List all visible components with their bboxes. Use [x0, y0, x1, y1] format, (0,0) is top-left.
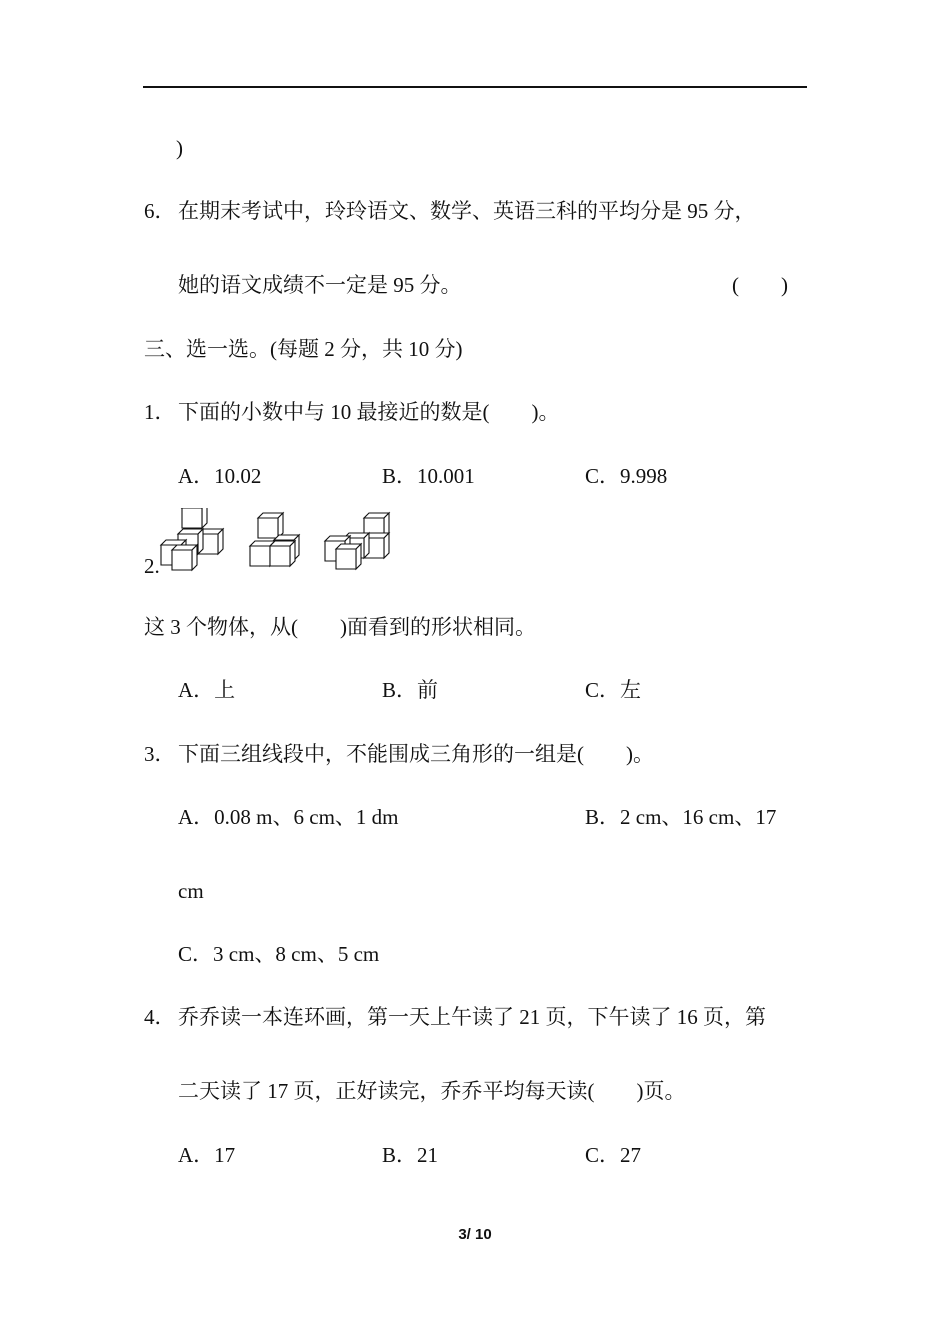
- q3-option-c[interactable]: C．3 cm、8 cm、5 cm: [178, 942, 380, 966]
- q4-text-line2: 二天读了 17 页，正好读完，乔乔平均每天读( )页。: [178, 1079, 686, 1103]
- q1-text: 下面的小数中与 10 最接近的数是( )。: [178, 400, 560, 424]
- q3-option-b-wrap: cm: [178, 879, 204, 903]
- q6-answer-bracket[interactable]: ( ): [732, 273, 788, 297]
- q6-number: 6．: [144, 199, 176, 223]
- cube-solid-2-figure: [248, 508, 310, 574]
- q4-number: 4．: [144, 1005, 176, 1029]
- q2-text: 这 3 个物体，从( )面看到的形状相同。: [144, 615, 536, 639]
- cube-solid-1-figure: [158, 508, 230, 574]
- section-3-title: 三、选一选。(每题 2 分，共 10 分): [144, 337, 463, 361]
- q3-option-a[interactable]: A．0.08 m、6 cm、1 dm: [178, 805, 399, 829]
- q2-number: 2.: [144, 554, 160, 578]
- q4-option-c[interactable]: C．27: [585, 1143, 642, 1167]
- q1-option-b[interactable]: B．10.001: [382, 464, 475, 488]
- q3-number: 3．: [144, 742, 176, 766]
- q1-number: 1．: [144, 400, 176, 424]
- q3-option-b[interactable]: B．2 cm、16 cm、17: [585, 805, 777, 829]
- q6-line2: 她的语文成绩不一定是 95 分。: [178, 273, 462, 297]
- q4-text-line1: 乔乔读一本连环画，第一天上午读了 21 页，下午读了 16 页，第: [178, 1005, 766, 1029]
- q2-option-b[interactable]: B．前: [382, 678, 439, 702]
- q1-option-a[interactable]: A．10.02: [178, 464, 262, 488]
- header-rule: [143, 86, 807, 88]
- q4-option-b[interactable]: B．21: [382, 1143, 439, 1167]
- q2-option-c[interactable]: C．左: [585, 678, 642, 702]
- q3-text: 下面三组线段中，不能围成三角形的一组是( )。: [178, 742, 654, 766]
- q4-option-a[interactable]: A．17: [178, 1143, 236, 1167]
- cube-solid-3-figure: [322, 508, 394, 574]
- q2-option-a[interactable]: A．上: [178, 678, 236, 702]
- q1-option-c[interactable]: C．9.998: [585, 464, 668, 488]
- q6-line1: 在期末考试中，玲玲语文、数学、英语三科的平均分是 95 分，: [178, 199, 756, 223]
- page-number: 3/ 10: [458, 1226, 492, 1243]
- previous-question-tail: ): [176, 136, 183, 160]
